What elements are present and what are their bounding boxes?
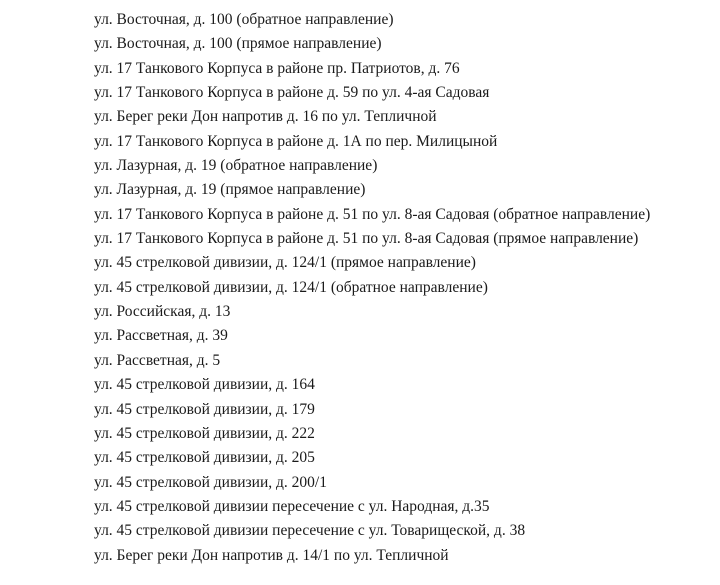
list-item-text: ул. 17 Танкового Корпуса в районе д. 1А по пер. Милицыной bbox=[94, 132, 498, 150]
list-item-text: ул. Восточная, д. 100 (обратное направление) bbox=[94, 11, 394, 28]
list-item-text: ул. Берег реки Дон напротив д. 16 по ул. Тепличной bbox=[94, 108, 437, 126]
list-item-text: ул. 17 Танкового Корпуса в районе пр. Патриотов, д. 76 bbox=[94, 59, 460, 77]
list-item-text: ул. Рассветная, д. 5 bbox=[94, 351, 221, 369]
list-item-text: ул. 45 стрелковой дивизии пересечение с ул. Товарищеской, д. 38 bbox=[94, 522, 526, 540]
list-item-text: ул. 45 стрелковой дивизии, д. 124/1 (прямое направление) bbox=[94, 254, 476, 272]
list-item-text: ул. 17 Танкового Корпуса в районе д. 51 по ул. 8-ая Садовая (прямое направление) bbox=[94, 230, 639, 248]
list-item-text: ул. 45 стрелковой дивизии, д. 164 bbox=[94, 376, 315, 394]
list-item-text: ул. 45 стрелковой дивизии пересечение с ул. Народная, д.35 bbox=[94, 497, 490, 515]
list-item-text: ул. 45 стрелковой дивизии, д. 222 bbox=[94, 424, 315, 442]
list-item-text: ул. 17 Танкового Корпуса в районе д. 51 по ул. 8-ая Садовая (обратное направление) bbox=[94, 205, 651, 223]
list-item-text: ул. Рассветная, д. 39 bbox=[94, 327, 228, 345]
list-item-text: ул. 17 Танкового Корпуса в районе д. 59 по ул. 4-ая Садовая bbox=[94, 84, 490, 102]
list-item-text: ул. Восточная, д. 100 (прямое направление) bbox=[94, 35, 382, 53]
list-item-text: ул. Российская, д. 13 bbox=[94, 303, 231, 321]
list-item-text: ул. 45 стрелковой дивизии, д. 124/1 (обратное направление) bbox=[94, 278, 488, 296]
list-item-text: ул. Лазурная, д. 19 (прямое направление) bbox=[94, 181, 366, 199]
list-item-text: ул. Берег реки Дон напротив д. 14/1 по ул. Тепличной bbox=[94, 546, 449, 564]
list-item-text: ул. Лазурная, д. 19 (обратное направление) bbox=[94, 157, 378, 175]
list-item-text: ул. 45 стрелковой дивизии, д. 205 bbox=[94, 449, 315, 467]
list-item-text: ул. 45 стрелковой дивизии, д. 200/1 bbox=[94, 473, 327, 491]
list-item-text: ул. 45 стрелковой дивизии, д. 179 bbox=[94, 400, 315, 418]
